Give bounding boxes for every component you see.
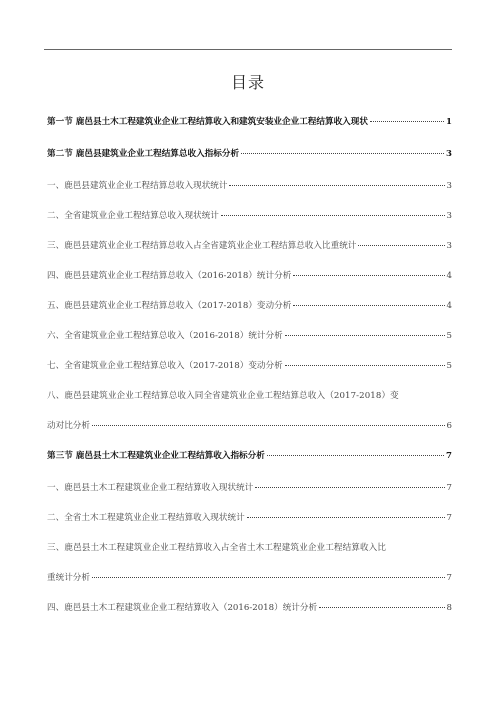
toc-entry[interactable]: [47, 391, 452, 432]
toc-entry-page: 8: [446, 603, 452, 613]
toc-entry[interactable]: [47, 181, 452, 192]
leader-dots: [370, 121, 444, 122]
leader-dots: [293, 275, 444, 276]
toc-entry-text: 四、鹿邑县建筑业企业工程结算总收入（2016-2018）统计分析: [47, 271, 292, 281]
toc-entry-text: 八、鹿邑县建筑业企业工程结算总收入同全省建筑业企业工程结算总收入（2017-2018）变: [47, 391, 399, 401]
toc-entry-page: 5: [446, 361, 452, 371]
toc-entry-page: 3: [446, 149, 452, 159]
leader-dots: [221, 215, 445, 216]
toc-entry-page: 3: [446, 211, 452, 221]
toc-entry-text: 一、鹿邑县土木工程建筑业企业工程结算收入现状统计: [47, 483, 254, 493]
toc-entry-continuation: [47, 421, 452, 432]
toc-entry-text: 六、全省建筑业企业工程结算总收入（2016-2018）统计分析: [47, 331, 283, 341]
toc-entry-text: 第三节 鹿邑县土木工程建筑业企业工程结算收入指标分析: [47, 451, 265, 461]
toc-entry[interactable]: [47, 483, 452, 494]
toc-entry-text-cont: 动对比分析: [47, 421, 90, 431]
leader-dots: [319, 607, 444, 608]
toc-entry[interactable]: [47, 513, 452, 524]
toc-entry[interactable]: [47, 331, 452, 342]
leader-dots: [92, 425, 445, 426]
header-rule: [44, 49, 452, 50]
toc-entry[interactable]: [47, 361, 452, 372]
toc-title: 目录: [230, 73, 265, 92]
toc-entry-continuation: [47, 573, 452, 584]
toc-list: [47, 106, 452, 614]
toc-entry-page: 5: [446, 331, 452, 341]
toc-entry-text: 二、全省土木工程建筑业企业工程结算收入现状统计: [47, 513, 245, 523]
toc-entry-page: 3: [446, 241, 452, 251]
toc-entry-text: 三、鹿邑县土木工程建筑业企业工程结算收入占全省土木工程建筑业企业工程结算收入比: [47, 543, 387, 553]
toc-entry[interactable]: [47, 117, 452, 128]
toc-entry-text: 五、鹿邑县建筑业企业工程结算总收入（2017-2018）变动分析: [47, 301, 292, 311]
leader-dots: [293, 305, 444, 306]
toc-entry-page: 4: [446, 271, 452, 281]
toc-entry-page: 7: [446, 451, 452, 461]
toc-entry-text: 第二节 鹿邑县建筑业企业工程结算总收入指标分析: [47, 149, 240, 159]
toc-entry-text: 四、鹿邑县土木工程建筑业企业工程结算收入（2016-2018）统计分析: [47, 603, 318, 613]
leader-dots: [92, 577, 445, 578]
toc-entry-page: 1: [446, 117, 452, 127]
toc-entry[interactable]: [47, 271, 452, 282]
toc-entry-text: 三、鹿邑县建筑业企业工程结算总收入占全省建筑业企业工程结算总收入比重统计: [47, 241, 357, 251]
toc-entry-text: 第一节 鹿邑县土木工程建筑业企业工程结算收入和建筑安装业企业工程结算收入现状: [47, 117, 368, 127]
leader-dots: [247, 517, 445, 518]
toc-entry[interactable]: [47, 241, 452, 252]
toc-entry[interactable]: [47, 211, 452, 222]
toc-entry[interactable]: [47, 603, 452, 614]
leader-dots: [358, 245, 444, 246]
toc-entry[interactable]: [47, 451, 452, 462]
toc-entry-text: 一、鹿邑县建筑业企业工程结算总收入现状统计: [47, 181, 228, 191]
leader-dots: [255, 487, 444, 488]
toc-entry-text: 二、全省建筑业企业工程结算总收入现状统计: [47, 211, 219, 221]
toc-entry[interactable]: [47, 149, 452, 160]
leader-dots: [267, 455, 444, 456]
toc-entry-page: 4: [446, 301, 452, 311]
toc-entry-text-cont: 重统计分析: [47, 573, 90, 583]
leader-dots: [285, 335, 445, 336]
toc-entry-page: 6: [446, 421, 452, 431]
toc-entry-page: 7: [446, 573, 452, 583]
toc-entry-page: 7: [446, 513, 452, 523]
leader-dots: [241, 153, 444, 154]
leader-dots: [229, 185, 444, 186]
toc-entry[interactable]: [47, 543, 452, 584]
toc-entry-page: 7: [446, 483, 452, 493]
toc-entry-text: 七、全省建筑业企业工程结算总收入（2017-2018）变动分析: [47, 361, 283, 371]
toc-entry[interactable]: [47, 301, 452, 312]
toc-entry-page: 3: [446, 181, 452, 191]
leader-dots: [285, 365, 445, 366]
